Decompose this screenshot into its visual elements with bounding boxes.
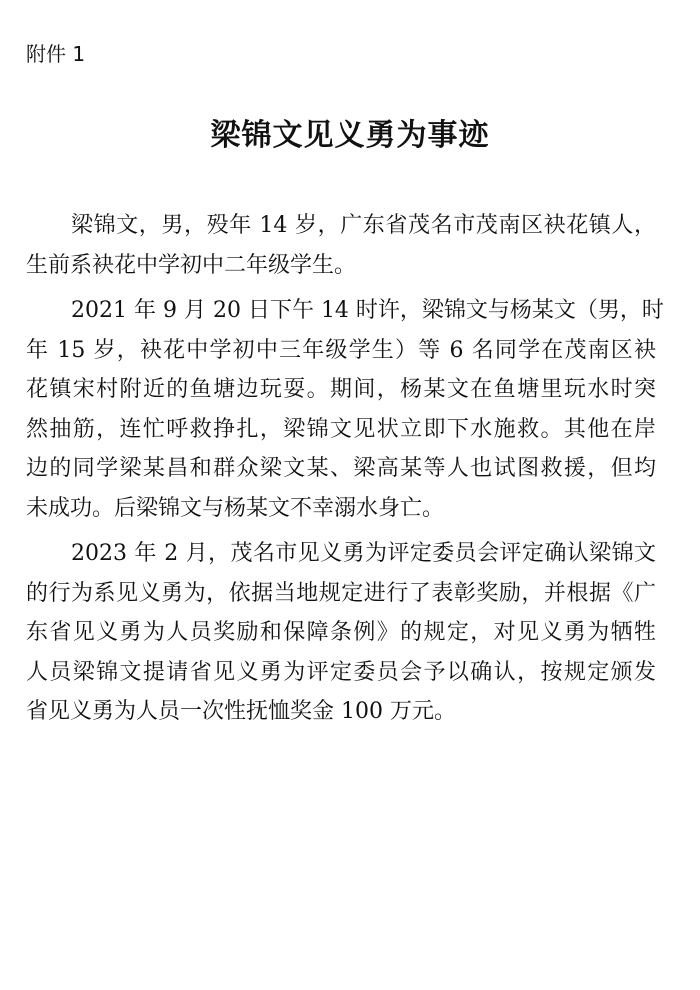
text-line: 生前系袂花中学初中二年级学生。 xyxy=(26,252,357,278)
paragraph-1 xyxy=(26,206,656,285)
document-body xyxy=(26,206,664,732)
text-line: 边的同学梁某昌和群众梁文某、梁高某等人也试图救援，但均 xyxy=(26,456,656,481)
document-title: 梁锦文见义勇为事迹 xyxy=(210,118,490,153)
text-line: 梁锦文，男，殁年 14 岁，广东省茂名市茂南区袂花镇人， xyxy=(71,213,656,238)
text-line: 2023 年 2 月，茂名市见义勇为评定委员会评定确认梁锦文 xyxy=(71,541,656,566)
paragraph-3 xyxy=(26,534,656,732)
paragraph-2 xyxy=(26,291,664,528)
text-line: 未成功。后梁锦文与杨某文不幸溺水身亡。 xyxy=(26,495,445,521)
text-line: 的行为系见义勇为，依据当地规定进行了表彰奖励，并根据《广 xyxy=(26,580,656,606)
text-line: 省见义勇为人员一次性抚恤奖金 100 万元。 xyxy=(26,699,456,724)
text-line: 2021 年 9 月 20 日下午 14 时许，梁锦文与杨某文（男，时 xyxy=(71,298,664,323)
attachment-label: 附件 1 xyxy=(26,42,86,66)
text-line: 然抽筋，连忙呼救挣扎，梁锦文见状立即下水施救。其他在岸 xyxy=(26,416,656,442)
text-line: 人员梁锦文提请省见义勇为评定委员会予以确认，按规定颁发 xyxy=(26,659,656,685)
text-line: 年 15 岁，袂花中学初中三年级学生）等 6 名同学在茂南区袂 xyxy=(26,337,656,363)
text-line: 花镇宋村附近的鱼塘边玩耍。期间，杨某文在鱼塘里玩水时突 xyxy=(26,377,656,402)
text-line: 东省见义勇为人员奖励和保障条例》的规定，对见义勇为牺牲 xyxy=(26,620,656,645)
